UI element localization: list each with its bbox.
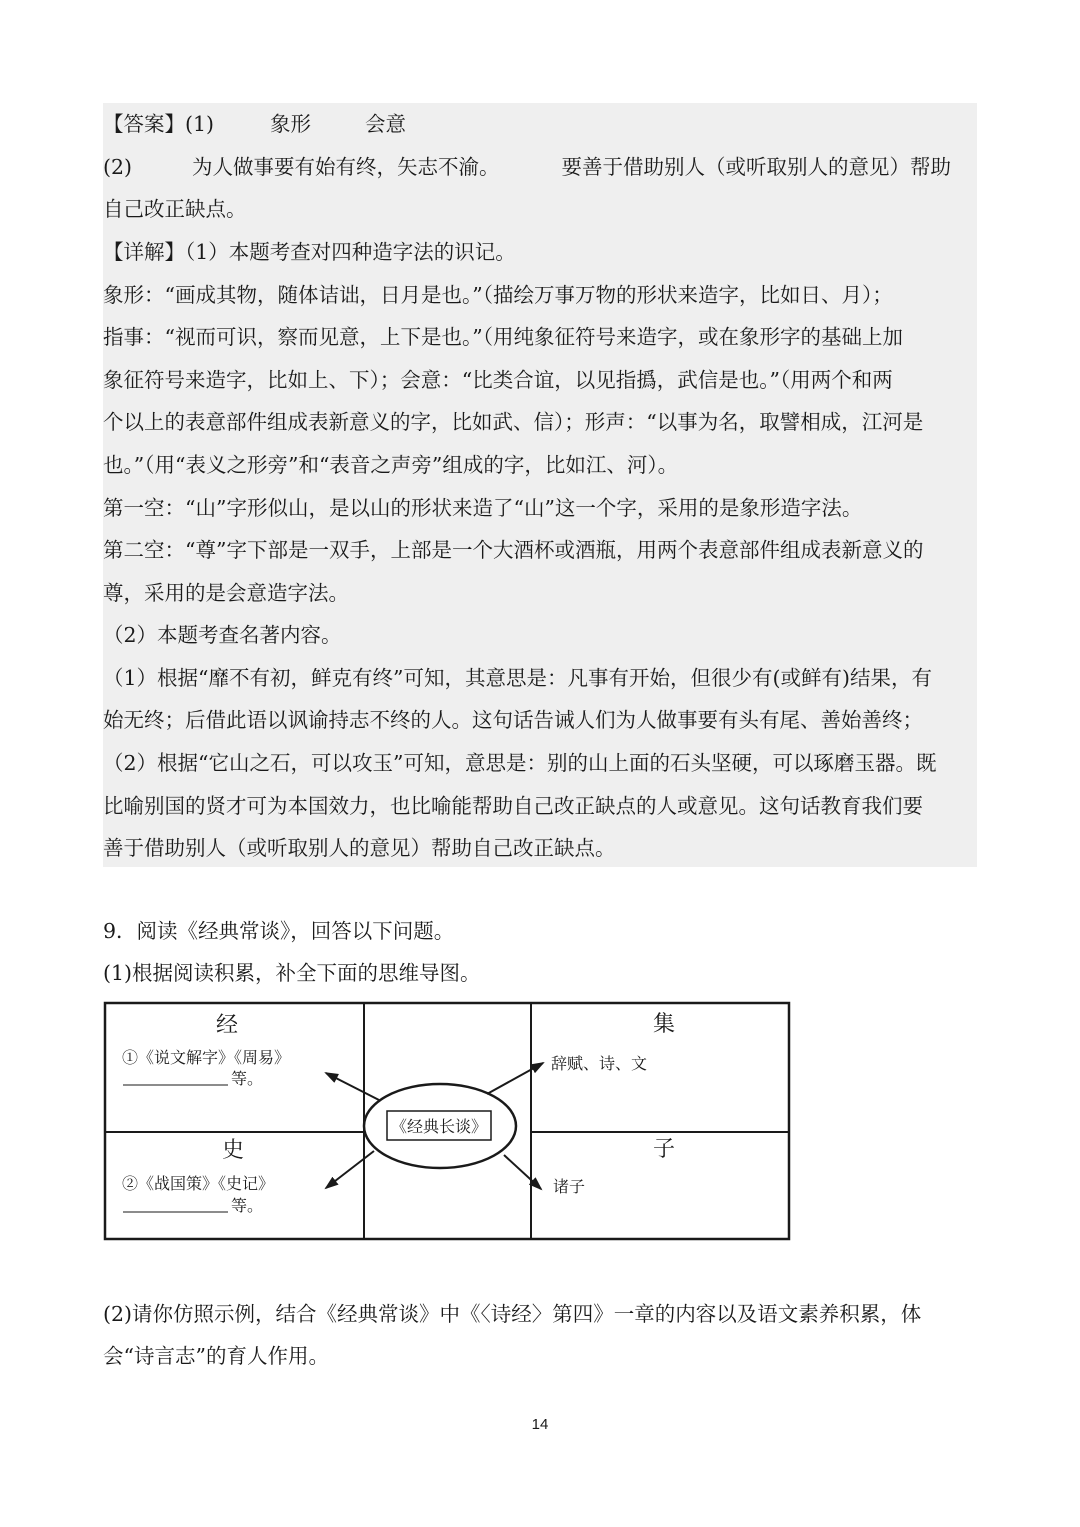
explanation-line: （2）本题考查名著内容。: [103, 623, 342, 647]
mind-map-center: [364, 1084, 516, 1168]
ji-content: 辞赋、诗、文: [551, 1054, 648, 1073]
center-label: 《经典长谈》: [390, 1117, 488, 1136]
shi-line1: ②《战国策》《史记》: [122, 1174, 275, 1193]
explanation-line: 象征符号来造字，比如上、下）；会意：“比类合谊，以见指撝，武信是也。”（用两个和两: [103, 368, 893, 392]
explanation-line: 第二空：“尊”字下部是一双手，上部是一个大酒杯或酒瓶，用两个表意部件组成表新意义的: [103, 538, 924, 562]
answer-2-1: 为人做事要有始有终，矢志不渝。: [192, 155, 500, 179]
mind-map-shi: [122, 1138, 274, 1215]
answer-line: 自己改正缺点。: [103, 197, 247, 221]
question-part1: (1)根据阅读积累，补全下面的思维导图。: [103, 961, 481, 985]
answer-1-1: 象形: [270, 112, 312, 136]
answer-2-label: (2): [103, 155, 133, 179]
arrow-ji: [487, 1063, 543, 1094]
explanation-line: 也。”（用“表义之形旁”和“表音之声旁”组成的字，比如江、河）。: [103, 453, 679, 477]
mind-map-ji: [551, 1012, 675, 1073]
explanation-line: 指事：“视而可识，察而见意，上下是也。”（用纯象征符号来造字，或在象形字的基础上加: [103, 325, 903, 349]
jing-suffix: 等。: [231, 1069, 264, 1088]
arrow-shi: [326, 1151, 374, 1188]
answer-2-2: 要善于借助别人（或听取别人的意见）帮助: [561, 155, 952, 179]
mind-map-zi: [553, 1137, 675, 1196]
arrow-zi: [504, 1155, 541, 1189]
explanation-line: 象形：“画成其物，随体诘诎，日月是也。”（描绘万事万物的形状来造字，比如日、月）；: [103, 283, 893, 307]
answer-label: 【答案】(1): [103, 112, 215, 136]
explanation-line: 始无终；后借此语以讽谕持志不终的人。这句话告诫人们为人做事要有头有尾、善始善终；: [103, 708, 923, 732]
explanation-line: 比喻别国的贤才可为本国效力，也比喻能帮助自己改正缺点的人或意见。这句话教育我们要: [103, 794, 923, 818]
zi-header: 子: [652, 1137, 676, 1162]
zi-content: 诸子: [553, 1177, 586, 1196]
arrow-jing: [326, 1073, 379, 1100]
explanation-line: （1）根据“靡不有初，鲜克有终”可知，其意思是：凡事有开始，但很少有(或鲜有)结果，有: [103, 666, 932, 690]
question-part2-line1: (2)请你仿照示例，结合《经典常谈》中《〈诗经〉第四》一章的内容以及语文素养积累，体: [103, 1302, 922, 1326]
jing-line1: ①《说文解字》《周易》: [122, 1048, 291, 1067]
explanation-heading: 【详解】（1）本题考查对四种造字法的识记。: [103, 240, 516, 264]
answer-1-2: 会意: [365, 112, 407, 136]
shi-header: 史: [221, 1138, 245, 1163]
explanation-line: 第一空：“山”字形似山，是以山的形状来造了“山”这一个字，采用的是象形造字法。: [103, 496, 863, 520]
explanation-line: 善于借助别人（或听取别人的意见）帮助自己改正缺点。: [103, 836, 616, 860]
jing-header: 经: [215, 1013, 239, 1038]
page-number: 14: [531, 1416, 549, 1433]
ji-header: 集: [652, 1012, 676, 1037]
explanation-line: 个以上的表意部件组成表新意义的字，比如武、信）；形声：“以事为名，取譬相成，江河是: [103, 410, 924, 434]
explanation-line: （2）根据“它山之石，可以攻玉”可知，意思是：别的山上面的石头坚硬，可以琢磨玉器。既: [103, 751, 937, 775]
question-part2-line2: 会“诗言志”的育人作用。: [103, 1344, 329, 1368]
question-title: 9．阅读《经典常谈》，回答以下问题。: [103, 919, 455, 943]
explanation-line: 尊，采用的是会意造字法。: [103, 581, 349, 605]
mind-map-jing: [122, 1013, 290, 1088]
shi-suffix: 等。: [231, 1196, 264, 1215]
